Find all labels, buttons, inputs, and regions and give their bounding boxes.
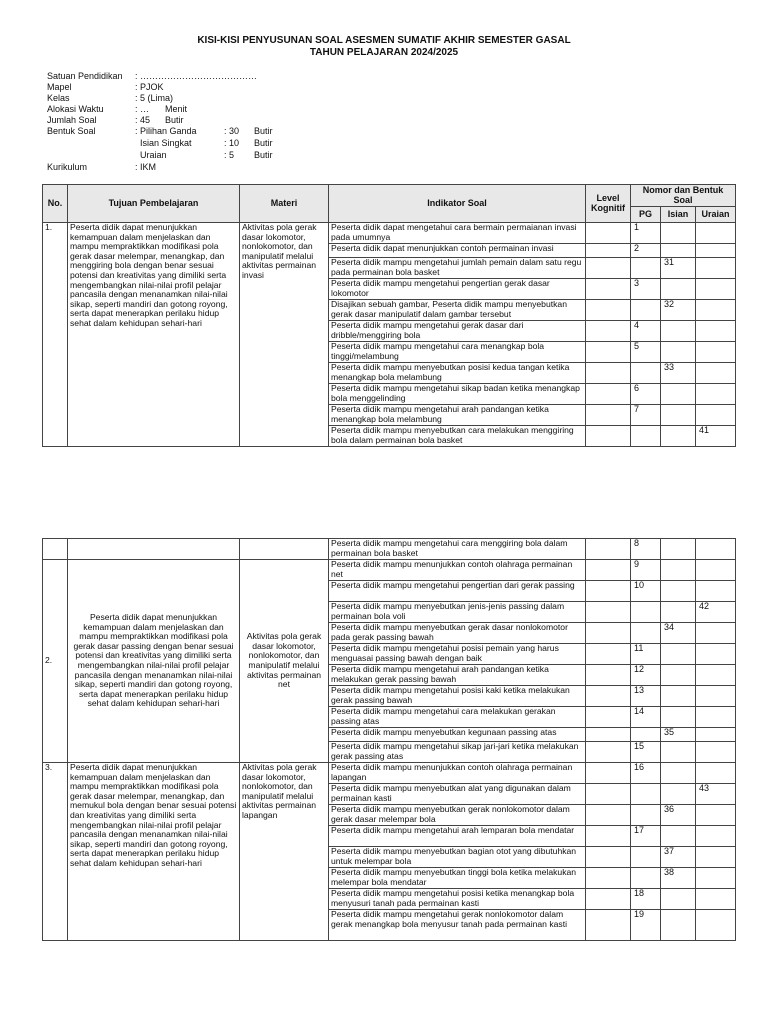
indikator-soal: Peserta didik mampu menyebutkan gerak dasar nonlokomotor pada gerak passing bawah (329, 623, 586, 644)
isian-number (661, 602, 696, 623)
level-kognitif (586, 321, 631, 342)
bentuk-uraian-name: Uraian (140, 150, 167, 160)
kelas-value: : 5 (Lima) (135, 93, 174, 103)
pg-number (631, 300, 661, 321)
isian-number: 34 (661, 623, 696, 644)
indikator-soal: Peserta didik mampu menyebutkan bagian otot yang dibutuhkan untuk melempar bola (329, 847, 586, 868)
uraian-number (696, 560, 736, 581)
isian-number (661, 763, 696, 784)
uraian-number (696, 581, 736, 602)
uraian-number (696, 321, 736, 342)
uraian-number: 42 (696, 602, 736, 623)
header-materi: Materi (240, 185, 329, 223)
uraian-number (696, 889, 736, 910)
pg-number: 3 (631, 279, 661, 300)
isian-number (661, 910, 696, 941)
bentuk-pg-unit: Butir (254, 126, 273, 136)
uraian-number (696, 405, 736, 426)
pg-number (631, 258, 661, 279)
pg-number: 19 (631, 910, 661, 941)
uraian-number (696, 686, 736, 707)
uraian-number (696, 868, 736, 889)
indikator-soal: Peserta didik mampu mengetahui posisi pemain yang harus menguasai passing bawah dengan baik (329, 644, 586, 665)
materi: Aktivitas pola gerak dasar lokomotor, nonlokomotor, dan manipulatif melalui aktivitas permainan net (240, 560, 329, 763)
materi: Aktivitas pola gerak dasar lokomotor, nonlokomotor, dan manipulatif melalui aktivitas permainan invasi (240, 223, 329, 447)
uraian-number (696, 279, 736, 300)
level-kognitif (586, 686, 631, 707)
kisi-table-page-2 (42, 538, 736, 941)
satuan-label: Satuan Pendidikan (47, 71, 123, 81)
indikator-soal: Peserta didik mampu mengetahui arah pandangan ketika menangkap bola melambung (329, 405, 586, 426)
tujuan-pembelajaran: Peserta didik dapat menunjukkan kemampuan dalam menjelaskan dan mampu mempraktikkan modifikasi pola gerak dasar melempar, menangkap, dan memukul bola dengan benar sesuai potensi dan kreativitas yang dimiliki serta mengembangkan nilai-nilai profil pelajar pancasila dengan menanamkan nilai-nilai sikap, seperti mandiri dan gotong royong, serta dapat menerapkan perilaku hidup sehat dalam kehidupan sehari-hari (68, 763, 240, 941)
jumlah-label: Jumlah Soal (47, 115, 97, 125)
table-row (43, 223, 736, 244)
header-no: No. (43, 185, 68, 223)
uraian-number (696, 300, 736, 321)
pg-number: 13 (631, 686, 661, 707)
pg-number (631, 847, 661, 868)
pg-number: 7 (631, 405, 661, 426)
bentuk-uraian-count: : 5 (224, 150, 235, 160)
level-kognitif (586, 244, 631, 258)
isian-number (661, 539, 696, 560)
indikator-soal: Peserta didik mampu mengetahui posisi ketika menangkap bola menyusuri tanah pada permainan kasti (329, 889, 586, 910)
document-subtitle: TAHUN PELAJARAN 2024/2025 (309, 47, 459, 58)
indikator-soal: Peserta didik mampu mengetahui cara menangkap bola tinggi/melambung (329, 342, 586, 363)
isian-number (661, 686, 696, 707)
isian-number (661, 405, 696, 426)
indikator-soal: Disajikan sebuah gambar, Peserta didik mampu menyebutkan gerak dasar manipulatif dalam gambar tersebut (329, 300, 586, 321)
indikator-soal: Peserta didik mampu menunjukkan contoh olahraga permainan net (329, 560, 586, 581)
bentuk-isian-unit: Butir (254, 138, 273, 148)
level-kognitif (586, 223, 631, 244)
tujuan-pembelajaran: Peserta didik dapat menunjukkan kemampuan dalam menjelaskan dan mampu mempraktikkan modifikasi pola gerak dasar melempar, menangkap, dan menggiring bola dengan benar sesuai potensi dan kreativitas yang dimiliki serta mengembangkan nilai-nilai profil pelajar pancasila dengan menanamkan nilai-nilai sikap, seperti mandiri dan gotong royong, serta dapat menerapkan perilaku hidup sehat dalam kehidupan sehari-hari (68, 223, 240, 447)
pg-number: 14 (631, 707, 661, 728)
indikator-soal: Peserta didik mampu menyebutkan jenis-jenis passing dalam permainan bola voli (329, 602, 586, 623)
indikator-soal: Peserta didik mampu menyebutkan posisi kedua tangan ketika menangkap bola melambung (329, 363, 586, 384)
uraian-number (696, 847, 736, 868)
isian-number (661, 707, 696, 728)
row-number: 1. (43, 223, 68, 447)
isian-number (661, 384, 696, 405)
bentuk-pg-name: : Pilihan Ganda (135, 126, 197, 136)
uraian-number (696, 623, 736, 644)
uraian-number (696, 910, 736, 941)
level-kognitif (586, 784, 631, 805)
indikator-soal: Peserta didik mampu mengetahui jumlah pemain dalam satu regu pada permainan bola basket (329, 258, 586, 279)
pg-number: 15 (631, 742, 661, 763)
indikator-soal: Peserta didik mampu mengetahui sikap badan ketika menangkap bola menggelinding (329, 384, 586, 405)
indikator-soal: Peserta didik mampu mengetahui sikap jari-jari ketika melakukan gerak passing atas (329, 742, 586, 763)
pg-number: 10 (631, 581, 661, 602)
pg-number: 5 (631, 342, 661, 363)
level-kognitif (586, 405, 631, 426)
materi (240, 539, 329, 560)
isian-number: 35 (661, 728, 696, 742)
isian-number: 32 (661, 300, 696, 321)
level-kognitif (586, 560, 631, 581)
pg-number: 4 (631, 321, 661, 342)
pg-number (631, 363, 661, 384)
indikator-soal: Peserta didik mampu mengetahui cara menggiring bola dalam permainan bola basket (329, 539, 586, 560)
alokasi-value: : … (135, 104, 150, 114)
level-kognitif (586, 910, 631, 941)
level-kognitif (586, 581, 631, 602)
uraian-number (696, 244, 736, 258)
isian-number (661, 342, 696, 363)
kurikulum-label: Kurikulum (47, 162, 88, 172)
pg-number: 16 (631, 763, 661, 784)
uraian-number (696, 223, 736, 244)
table-row (43, 763, 736, 784)
indikator-soal: Peserta didik dapat menunjukkan contoh permainan invasi (329, 244, 586, 258)
isian-number (661, 826, 696, 847)
pg-number (631, 623, 661, 644)
level-kognitif (586, 805, 631, 826)
pg-number: 17 (631, 826, 661, 847)
indikator-soal: Peserta didik mampu menyebutkan cara melakukan menggiring bola dalam permainan bola basket (329, 426, 586, 447)
level-kognitif (586, 763, 631, 784)
tujuan-pembelajaran: Peserta didik dapat menunjukkan kemampuan dalam menjelaskan dan mampu mempraktikkan modifikasi pola gerak dasar passing dengan benar sesuai potensi dan kreativitas yang dimiliki serta mengembangkan nilai-nilai profil pelajar pancasila dengan menanamkan nilai-nilai sikap, seperti mandiri dan gotong royong, serta dapat menerapkan perilaku hidup sehat dalam kehidupan sehari-hari (68, 560, 240, 763)
header-uraian: Uraian (696, 207, 736, 223)
pg-number (631, 784, 661, 805)
row-number: 3. (43, 763, 68, 941)
indikator-soal: Peserta didik dapat mengetahui cara bermain permaianan invasi pada umumnya (329, 223, 586, 244)
level-kognitif (586, 426, 631, 447)
uraian-number: 43 (696, 784, 736, 805)
isian-number (661, 223, 696, 244)
isian-number (661, 784, 696, 805)
isian-number: 37 (661, 847, 696, 868)
pg-number: 18 (631, 889, 661, 910)
level-kognitif (586, 539, 631, 560)
isian-number: 31 (661, 258, 696, 279)
level-kognitif (586, 847, 631, 868)
level-kognitif (586, 728, 631, 742)
kisi-table-page-1 (42, 184, 736, 447)
row-number (43, 539, 68, 560)
isian-number (661, 889, 696, 910)
bentuk-label: Bentuk Soal (47, 126, 96, 136)
uraian-number (696, 763, 736, 784)
isian-number (661, 560, 696, 581)
indikator-soal: Peserta didik mampu mengetahui cara melakukan gerakan passing atas (329, 707, 586, 728)
pg-number (631, 426, 661, 447)
indikator-soal: Peserta didik mampu mengetahui gerak dasar dari dribble/menggiring bola (329, 321, 586, 342)
level-kognitif (586, 384, 631, 405)
header-indikator: Indikator Soal (329, 185, 586, 223)
header-pg: PG (631, 207, 661, 223)
isian-number (661, 279, 696, 300)
indikator-soal: Peserta didik mampu mengetahui pengertian dari gerak passing (329, 581, 586, 602)
indikator-soal: Peserta didik mampu mengetahui arah pandangan ketika melakukan gerak passing bawah (329, 665, 586, 686)
level-kognitif (586, 342, 631, 363)
uraian-number (696, 539, 736, 560)
indikator-soal: Peserta didik mampu mengetahui pengertian gerak dasar lokomotor (329, 279, 586, 300)
table-row (43, 560, 736, 581)
level-kognitif (586, 868, 631, 889)
uraian-number (696, 384, 736, 405)
indikator-soal: Peserta didik mampu mengetahui gerak nonlokomotor dalam gerak menangkap bola menyusur tanah pada permainan kasti (329, 910, 586, 941)
bentuk-uraian-unit: Butir (254, 150, 273, 160)
level-kognitif (586, 279, 631, 300)
kelas-label: Kelas (47, 93, 70, 103)
pg-number: 12 (631, 665, 661, 686)
level-kognitif (586, 707, 631, 728)
alokasi-label: Alokasi Waktu (47, 104, 104, 114)
pg-number (631, 602, 661, 623)
pg-number (631, 728, 661, 742)
indikator-soal: Peserta didik mampu mengetahui arah lemparan bola mendatar (329, 826, 586, 847)
uraian-number (696, 742, 736, 763)
isian-number (661, 665, 696, 686)
mapel-label: Mapel (47, 82, 72, 92)
isian-number (661, 426, 696, 447)
pg-number: 2 (631, 244, 661, 258)
level-kognitif (586, 602, 631, 623)
uraian-number (696, 728, 736, 742)
header-tujuan: Tujuan Pembelajaran (68, 185, 240, 223)
isian-number (661, 321, 696, 342)
uraian-number: 41 (696, 426, 736, 447)
alokasi-unit: Menit (165, 104, 188, 114)
uraian-number (696, 826, 736, 847)
table-row (43, 539, 736, 560)
pg-number: 8 (631, 539, 661, 560)
level-kognitif (586, 644, 631, 665)
uraian-number (696, 665, 736, 686)
level-kognitif (586, 665, 631, 686)
uraian-number (696, 805, 736, 826)
isian-number: 36 (661, 805, 696, 826)
header-isian: Isian (661, 207, 696, 223)
indikator-soal: Peserta didik mampu menyebutkan tinggi bola ketika melakukan melempar bola mendatar (329, 868, 586, 889)
indikator-soal: Peserta didik mampu menyebutkan gerak nonlokomotor dalam gerak dasar melempar bola (329, 805, 586, 826)
indikator-soal: Peserta didik mampu menunjukkan contoh olahraga permainan lapangan (329, 763, 586, 784)
header-level: Level Kognitif (586, 185, 631, 223)
level-kognitif (586, 258, 631, 279)
uraian-number (696, 258, 736, 279)
jumlah-unit: Butir (165, 115, 184, 125)
bentuk-isian-count: : 10 (224, 138, 240, 148)
level-kognitif (586, 363, 631, 384)
document-title: KISI-KISI PENYUSUNAN SOAL ASESMEN SUMATIF AKHIR SEMESTER GASAL (197, 35, 571, 46)
isian-number: 33 (661, 363, 696, 384)
isian-number (661, 244, 696, 258)
level-kognitif (586, 826, 631, 847)
pg-number: 11 (631, 644, 661, 665)
uraian-number (696, 644, 736, 665)
satuan-value: : ………………………………… (135, 71, 258, 81)
isian-number (661, 581, 696, 602)
pg-number: 6 (631, 384, 661, 405)
mapel-value: : PJOK (135, 82, 164, 92)
indikator-soal: Peserta didik mampu mengetahui posisi kaki ketika melakukan gerak passing bawah (329, 686, 586, 707)
pg-number (631, 805, 661, 826)
tujuan-pembelajaran (68, 539, 240, 560)
level-kognitif (586, 300, 631, 321)
kurikulum-value: : IKM (135, 162, 157, 172)
pg-number: 1 (631, 223, 661, 244)
isian-number (661, 742, 696, 763)
uraian-number (696, 707, 736, 728)
isian-number: 38 (661, 868, 696, 889)
level-kognitif (586, 623, 631, 644)
pg-number: 9 (631, 560, 661, 581)
indikator-soal: Peserta didik mampu menyebutkan kegunaan passing atas (329, 728, 586, 742)
level-kognitif (586, 889, 631, 910)
bentuk-pg-count: : 30 (224, 126, 240, 136)
indikator-soal: Peserta didik mampu menyebutkan alat yang digunakan dalam permainan kasti (329, 784, 586, 805)
level-kognitif (586, 742, 631, 763)
isian-number (661, 644, 696, 665)
row-number: 2. (43, 560, 68, 763)
uraian-number (696, 363, 736, 384)
pg-number (631, 868, 661, 889)
uraian-number (696, 342, 736, 363)
header-nomor-bentuk: Nomor dan Bentuk Soal (631, 185, 736, 207)
materi: Aktivitas pola gerak dasar lokomotor, nonlokomotor, dan manipulatif melalui aktivitas permainan lapangan (240, 763, 329, 941)
bentuk-isian-name: Isian Singkat (140, 138, 192, 148)
jumlah-value: : 45 (135, 115, 151, 125)
